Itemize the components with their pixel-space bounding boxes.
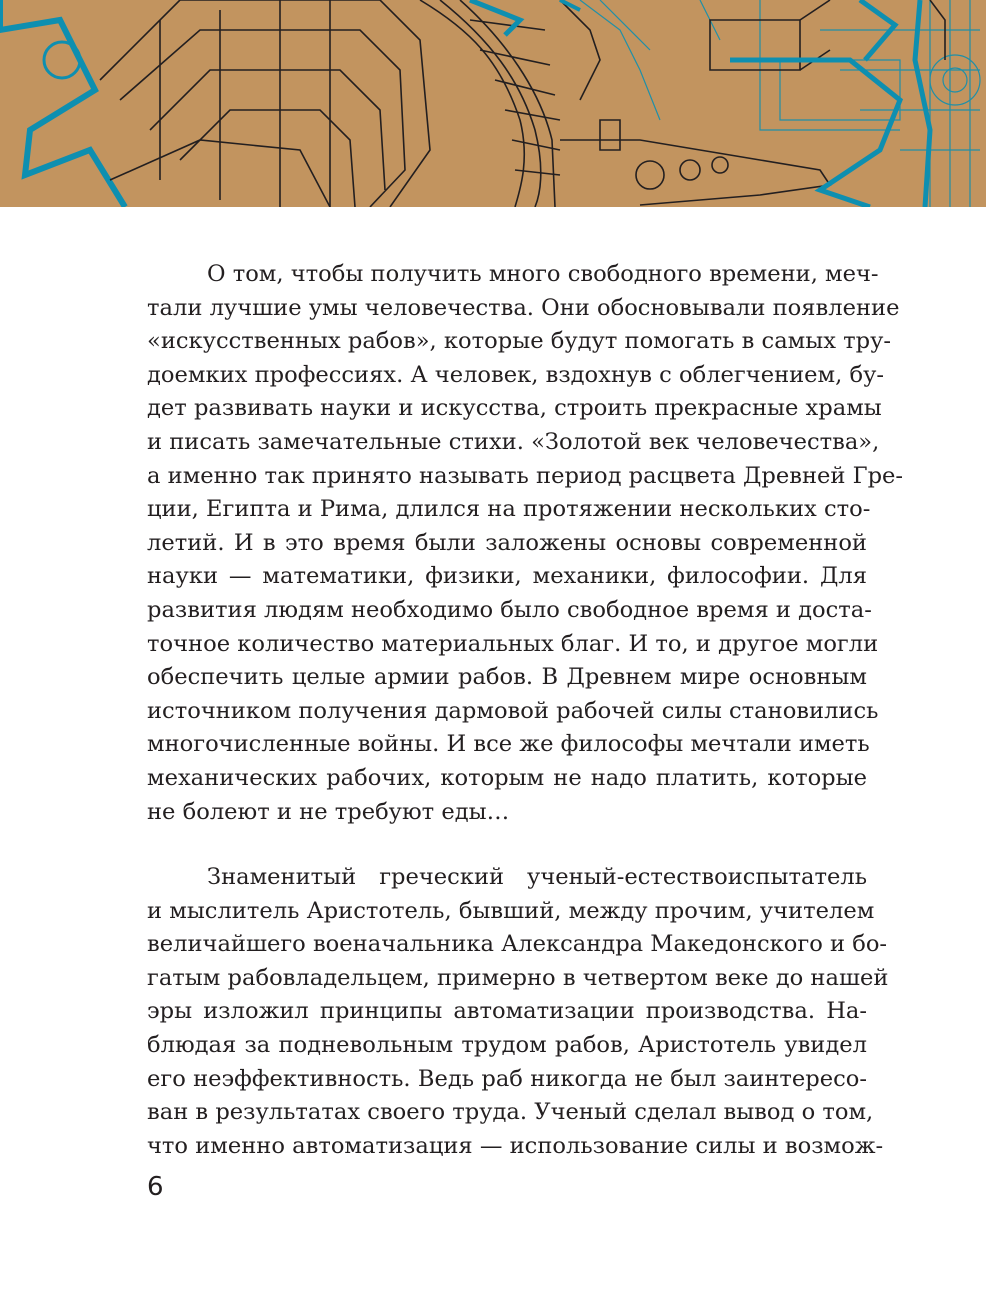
text-line: тали лучшие умы человечества. Они обосновывали появление <box>147 294 900 321</box>
text-line: источником получения дармовой рабочей силы становились <box>147 697 879 724</box>
text-line: обеспечить целые армии рабов. В Древнем мире основным <box>147 664 867 691</box>
text-line: и мыслитель Аристотель, бывший, между прочим, учителем <box>147 897 875 924</box>
paragraph-1 <box>147 258 904 829</box>
text-line: блюдая за подневольным трудом рабов, Аристотель увидел <box>147 1032 867 1059</box>
text-line: а именно так принято называть период расцвета Древней Гре- <box>147 462 904 489</box>
text-line: ции, Египта и Рима, длился на протяжении нескольких сто- <box>147 496 871 523</box>
text-line: эры изложил принципы автоматизации производства. На- <box>147 998 867 1025</box>
text-line: Знаменитый греческий ученый-естествоиспытатель <box>207 864 867 891</box>
text-line: гатым рабовладельцем, примерно в четвертом веке до нашей <box>147 964 889 991</box>
text-line: «искусственных рабов», которые будут помогать в самых тру- <box>147 328 892 355</box>
text-line: механических рабочих, которым не надо платить, которые <box>147 764 867 791</box>
mechanical-blueprint-icon <box>0 0 986 207</box>
text-line: точное количество материальных благ. И то, и другое могли <box>147 630 879 657</box>
text-line: летий. И в это время были заложены основы современной <box>147 529 867 556</box>
text-line: О том, чтобы получить много свободного времени, меч- <box>207 261 879 287</box>
text-line: его неэффективность. Ведь раб никогда не был заинтересо- <box>147 1065 867 1092</box>
text-line: и писать замечательные стихи. «Золотой век человечества», <box>147 428 880 455</box>
text-line: что именно автоматизация — использование силы и возмож- <box>147 1132 884 1159</box>
header-illustration <box>0 0 986 207</box>
text-line: ван в результатах своего труда. Ученый сделал вывод о том, <box>147 1099 874 1126</box>
page-number: 6 <box>147 1172 164 1202</box>
text-line: доемких профессиях. А человек, вздохнув с облегчением, бу- <box>147 361 885 388</box>
paragraph-2 <box>147 861 889 1163</box>
text-line: не болеют и не требуют еды… <box>147 798 510 825</box>
text-line: дет развивать науки и искусства, строить прекрасные храмы <box>147 395 882 422</box>
text-line: величайшего военачальника Александра Македонского и бо- <box>147 931 888 958</box>
text-line: многочисленные войны. И все же философы мечтали иметь <box>147 731 870 758</box>
body-text <box>147 258 904 1163</box>
text-line: развития людям необходимо было свободное время и доста- <box>147 596 872 623</box>
text-line: науки — математики, физики, механики, философии. Для <box>147 563 867 590</box>
